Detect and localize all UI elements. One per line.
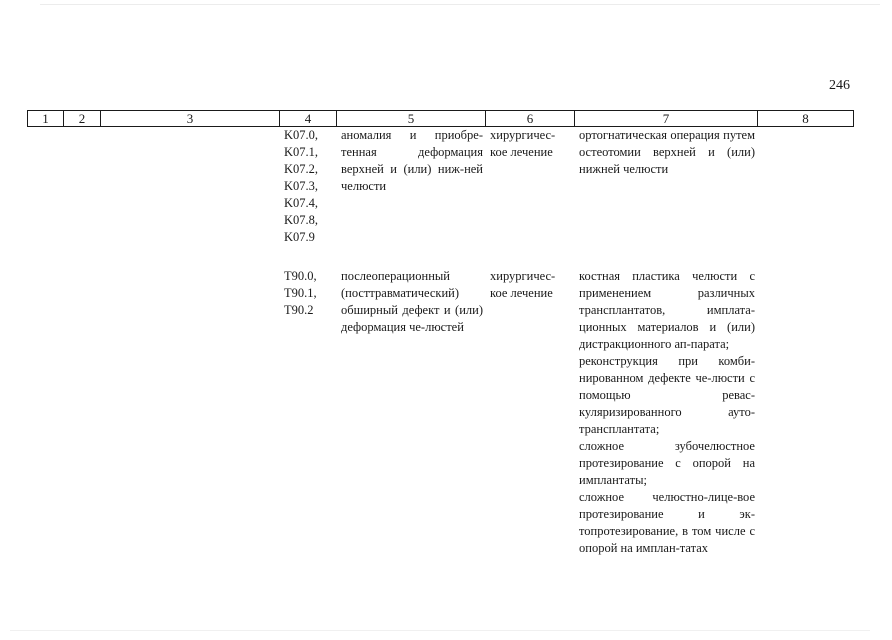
column-header-8: 8: [758, 111, 854, 127]
icd-code: K07.3,: [284, 179, 319, 193]
column-number-row: [28, 111, 854, 127]
treatment-type-cell: хирургичес-кое лечение: [490, 269, 556, 300]
column-header-5: 5: [337, 111, 486, 127]
cell-col8: [758, 268, 854, 557]
page-number: 246: [829, 78, 850, 93]
patient-model-cell: послеоперационный (посттравматический) обширный дефект и (или) деформация че-люстей: [341, 269, 483, 334]
treatment-method-cell: [575, 127, 758, 247]
table-row: [28, 268, 854, 557]
method-item: сложное челюстно-лице-вое протезирование и эк-топротезирование, в том числе с опорой на имплан-татах: [579, 490, 755, 555]
column-header-7: 7: [575, 111, 758, 127]
icd-code: K07.8,: [284, 213, 319, 227]
medical-care-table: [27, 110, 854, 557]
method-item: сложное зубочелюстное протезирование с опорой на имплантаты;: [579, 439, 755, 487]
column-header-1: 1: [28, 111, 64, 127]
treatment-method-cell: [575, 268, 758, 557]
icd-codes-cell: [280, 127, 337, 247]
icd-codes-cell: [280, 268, 337, 557]
method-item: реконструкция при комби-нированном дефекте че-люсти с помощью ревас-куляризированного ауто-трансплантата;: [579, 354, 755, 436]
scan-edge-bottom: [10, 630, 870, 631]
icd-code: K07.4,: [284, 196, 319, 210]
method-item: ортогнатическая операция путем остеотомии верхней и (или) нижней челюсти: [579, 128, 755, 176]
column-header-6: 6: [486, 111, 575, 127]
table-row: [28, 127, 854, 247]
icd-code: K07.1,: [284, 145, 319, 159]
row-gap: [28, 246, 854, 268]
column-header-4: 4: [280, 111, 337, 127]
cell-col2: [64, 127, 101, 247]
cell-col8: [758, 127, 854, 247]
cell-col2: [64, 268, 101, 557]
treatment-type-cell: хирургичес-кое лечение: [490, 128, 556, 159]
column-header-3: 3: [101, 111, 280, 127]
cell-col3: [101, 268, 280, 557]
cell-col1: [28, 268, 64, 557]
icd-code: T90.1,: [284, 286, 317, 300]
cell-col3: [101, 127, 280, 247]
scan-edge-top: [40, 4, 880, 5]
icd-code: T90.2: [284, 303, 314, 317]
column-header-2: 2: [64, 111, 101, 127]
icd-code: T90.0,: [284, 269, 317, 283]
cell-col1: [28, 127, 64, 247]
method-item: костная пластика челюсти с применением различных трансплантатов, имплата-ционных материалов и (или) дистракционного ап-парата;: [579, 269, 755, 351]
icd-code: K07.9: [284, 230, 315, 244]
icd-code: K07.2,: [284, 162, 319, 176]
icd-code: K07.0,: [284, 128, 319, 142]
patient-model-cell: аномалия и приобре-тенная деформация верхней и (или) ниж-ней челюсти: [341, 128, 483, 193]
